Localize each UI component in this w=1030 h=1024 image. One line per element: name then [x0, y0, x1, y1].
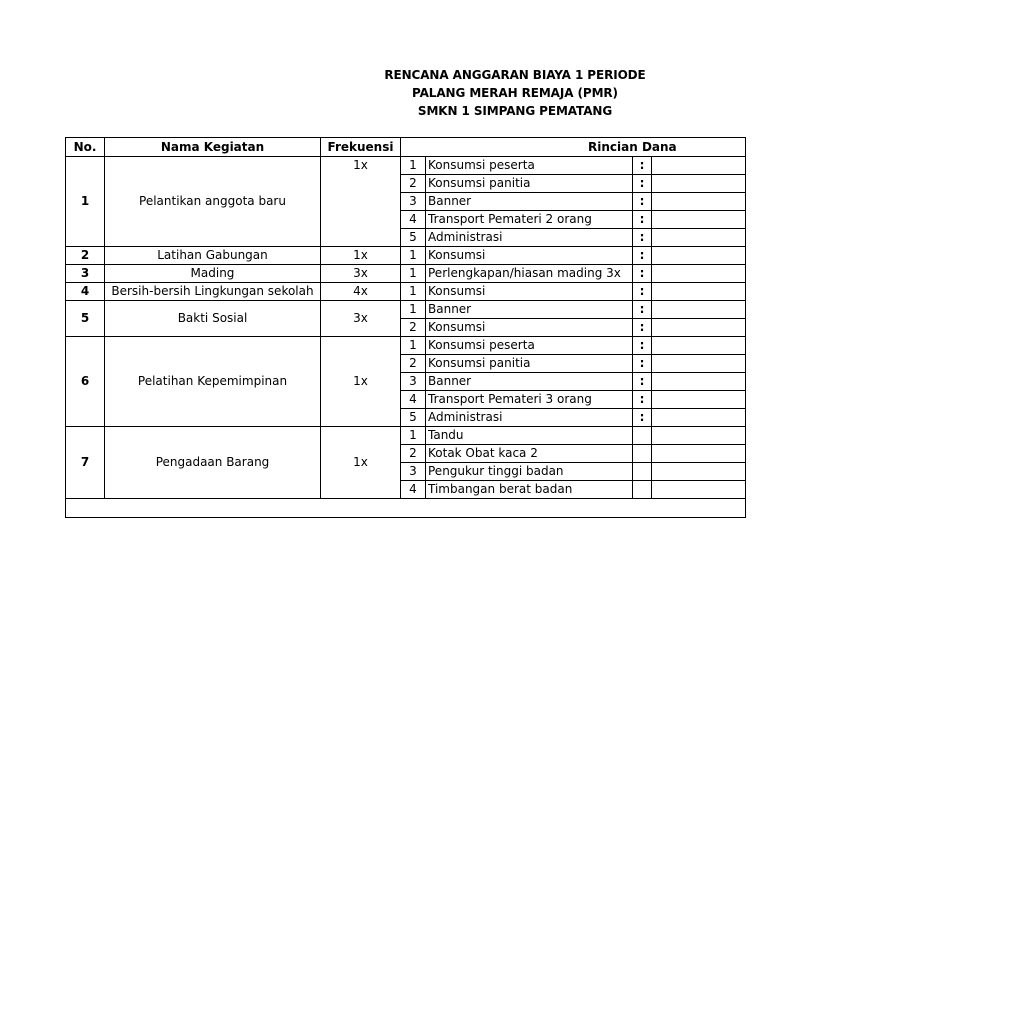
item-colon: : — [633, 193, 652, 211]
activity-number: 5 — [66, 301, 105, 337]
item-colon — [633, 481, 652, 499]
item-amount-cell — [652, 211, 746, 229]
item-index: 4 — [401, 391, 426, 409]
item-label: Administrasi — [426, 229, 633, 247]
item-index: 2 — [401, 445, 426, 463]
item-label: Konsumsi panitia — [426, 355, 633, 373]
item-index: 5 — [401, 409, 426, 427]
header-rincian-dana — [401, 138, 746, 157]
budget-table — [65, 137, 746, 518]
activity-frequency: 1x — [321, 337, 401, 427]
item-index: 3 — [401, 463, 426, 481]
total-cell — [66, 499, 746, 518]
item-label: Transport Pemateri 3 orang — [426, 391, 633, 409]
title-line-1: RENCANA ANGGARAN BIAYA 1 PERIODE — [384, 68, 646, 82]
item-amount-cell — [652, 175, 746, 193]
item-label: Tandu — [426, 427, 633, 445]
item-label: Banner — [426, 301, 633, 319]
activity-number: 4 — [66, 283, 105, 301]
item-colon: : — [633, 409, 652, 427]
activity-name: Pengadaan Barang — [105, 427, 321, 499]
item-amount-cell — [652, 247, 746, 265]
document-title-block — [0, 66, 1030, 120]
item-colon — [633, 463, 652, 481]
item-amount-cell — [652, 319, 746, 337]
item-colon: : — [633, 157, 652, 175]
item-index: 3 — [401, 373, 426, 391]
item-colon: : — [633, 301, 652, 319]
item-label: Konsumsi peserta — [426, 337, 633, 355]
item-colon: : — [633, 211, 652, 229]
item-colon: : — [633, 247, 652, 265]
item-amount-cell — [652, 481, 746, 499]
item-index: 4 — [401, 211, 426, 229]
item-colon: : — [633, 265, 652, 283]
table-row — [66, 337, 746, 355]
item-amount-cell — [652, 229, 746, 247]
item-index: 2 — [401, 319, 426, 337]
activity-number: 3 — [66, 265, 105, 283]
item-index: 1 — [401, 427, 426, 445]
item-index: 2 — [401, 355, 426, 373]
table-row — [66, 247, 746, 265]
activity-name: Latihan Gabungan — [105, 247, 321, 265]
item-colon — [633, 427, 652, 445]
activity-name: Bersih-bersih Lingkungan sekolah — [105, 283, 321, 301]
item-amount-cell — [652, 427, 746, 445]
title-line-2: PALANG MERAH REMAJA (PMR) — [412, 86, 618, 100]
activity-number: 2 — [66, 247, 105, 265]
activity-name: Pelatihan Kepemimpinan — [105, 337, 321, 427]
total-row — [66, 499, 746, 518]
header-row — [66, 138, 746, 157]
item-amount-cell — [652, 391, 746, 409]
item-amount-cell — [652, 355, 746, 373]
item-label: Banner — [426, 373, 633, 391]
header-no: No. — [66, 138, 105, 157]
item-colon: : — [633, 175, 652, 193]
item-index: 4 — [401, 481, 426, 499]
table-row — [66, 427, 746, 445]
item-amount-cell — [652, 445, 746, 463]
item-colon: : — [633, 391, 652, 409]
activity-number: 6 — [66, 337, 105, 427]
item-index: 1 — [401, 157, 426, 175]
item-label: Kotak Obat kaca 2 — [426, 445, 633, 463]
item-index: 3 — [401, 193, 426, 211]
activity-number: 7 — [66, 427, 105, 499]
item-amount-cell — [652, 301, 746, 319]
item-index: 2 — [401, 175, 426, 193]
item-label: Konsumsi — [426, 319, 633, 337]
item-colon: : — [633, 229, 652, 247]
item-colon: : — [633, 373, 652, 391]
item-index: 1 — [401, 265, 426, 283]
activity-frequency: 3x — [321, 301, 401, 337]
item-label: Konsumsi — [426, 247, 633, 265]
budget-table-viewport — [65, 137, 677, 523]
item-amount-cell — [652, 463, 746, 481]
header-frekuensi: Frekuensi — [321, 138, 401, 157]
table-body — [66, 157, 746, 499]
item-label: Konsumsi — [426, 283, 633, 301]
item-label: Banner — [426, 193, 633, 211]
activity-name: Pelantikan anggota baru — [105, 157, 321, 247]
item-colon — [633, 445, 652, 463]
item-label: Konsumsi peserta — [426, 157, 633, 175]
activity-name: Bakti Sosial — [105, 301, 321, 337]
item-label: Timbangan berat badan — [426, 481, 633, 499]
item-colon: : — [633, 337, 652, 355]
item-amount-cell — [652, 283, 746, 301]
item-colon: : — [633, 283, 652, 301]
item-colon: : — [633, 319, 652, 337]
table-row — [66, 283, 746, 301]
table-row — [66, 301, 746, 319]
item-amount-cell — [652, 337, 746, 355]
item-index: 5 — [401, 229, 426, 247]
item-amount-cell — [652, 409, 746, 427]
activity-frequency: 4x — [321, 283, 401, 301]
table-row — [66, 265, 746, 283]
item-label: Administrasi — [426, 409, 633, 427]
header-rincian-label: Rincian Dana — [588, 139, 677, 154]
item-label: Perlengkapan/hiasan mading 3x — [426, 265, 633, 283]
activity-frequency: 3x — [321, 265, 401, 283]
table-row — [66, 157, 746, 175]
item-index: 1 — [401, 337, 426, 355]
header-nama-kegiatan: Nama Kegiatan — [105, 138, 321, 157]
item-label: Konsumsi panitia — [426, 175, 633, 193]
item-amount-cell — [652, 157, 746, 175]
activity-name: Mading — [105, 265, 321, 283]
item-amount-cell — [652, 193, 746, 211]
activity-number: 1 — [66, 157, 105, 247]
item-index: 1 — [401, 283, 426, 301]
activity-frequency: 1x — [321, 157, 401, 247]
item-amount-cell — [652, 265, 746, 283]
title-line-3: SMKN 1 SIMPANG PEMATANG — [417, 104, 613, 118]
activity-frequency: 1x — [321, 427, 401, 499]
item-colon: : — [633, 355, 652, 373]
item-index: 1 — [401, 247, 426, 265]
item-index: 1 — [401, 301, 426, 319]
item-amount-cell — [652, 373, 746, 391]
activity-frequency: 1x — [321, 247, 401, 265]
item-label: Transport Pemateri 2 orang — [426, 211, 633, 229]
item-label: Pengukur tinggi badan — [426, 463, 633, 481]
